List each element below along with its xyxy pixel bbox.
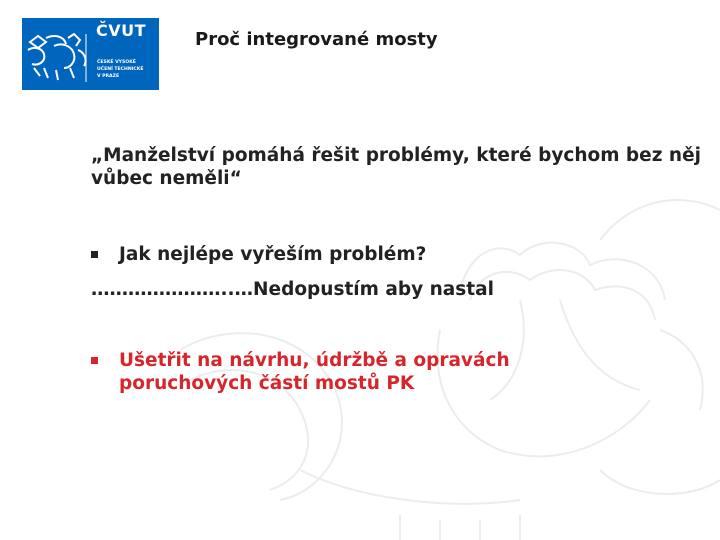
slide-title: Proč integrované mosty xyxy=(195,29,438,50)
cvut-logo xyxy=(22,18,159,90)
bullet-square-icon xyxy=(91,251,98,258)
answer-line: …………………..…Nedopustím aby nastal xyxy=(91,279,494,300)
logo-subtitle-line: V PRAZE xyxy=(97,74,120,79)
logo-subtitle-line: ČESKÉ VYSOKÉ xyxy=(97,60,136,65)
quote-text: „Manželství pomáhá řešit problémy, které bychom bez něj vůbec neměli“ xyxy=(91,145,701,189)
logo-subtitle xyxy=(97,59,157,80)
bullet-item xyxy=(91,243,426,266)
logo-subtitle-line: UČENÍ TECHNICKÉ xyxy=(97,67,144,72)
logo-title: ČVUT xyxy=(96,21,147,40)
bullet-square-icon xyxy=(91,357,98,364)
bullet-item-highlight xyxy=(91,349,591,395)
bullet-text: Ušetřit na návrhu, údržbě a opravách poruchových částí mostů PK xyxy=(119,350,510,394)
bullet-text: Jak nejlépe vyřeším problém? xyxy=(119,244,427,265)
czech-lion-emblem-icon xyxy=(24,32,92,84)
